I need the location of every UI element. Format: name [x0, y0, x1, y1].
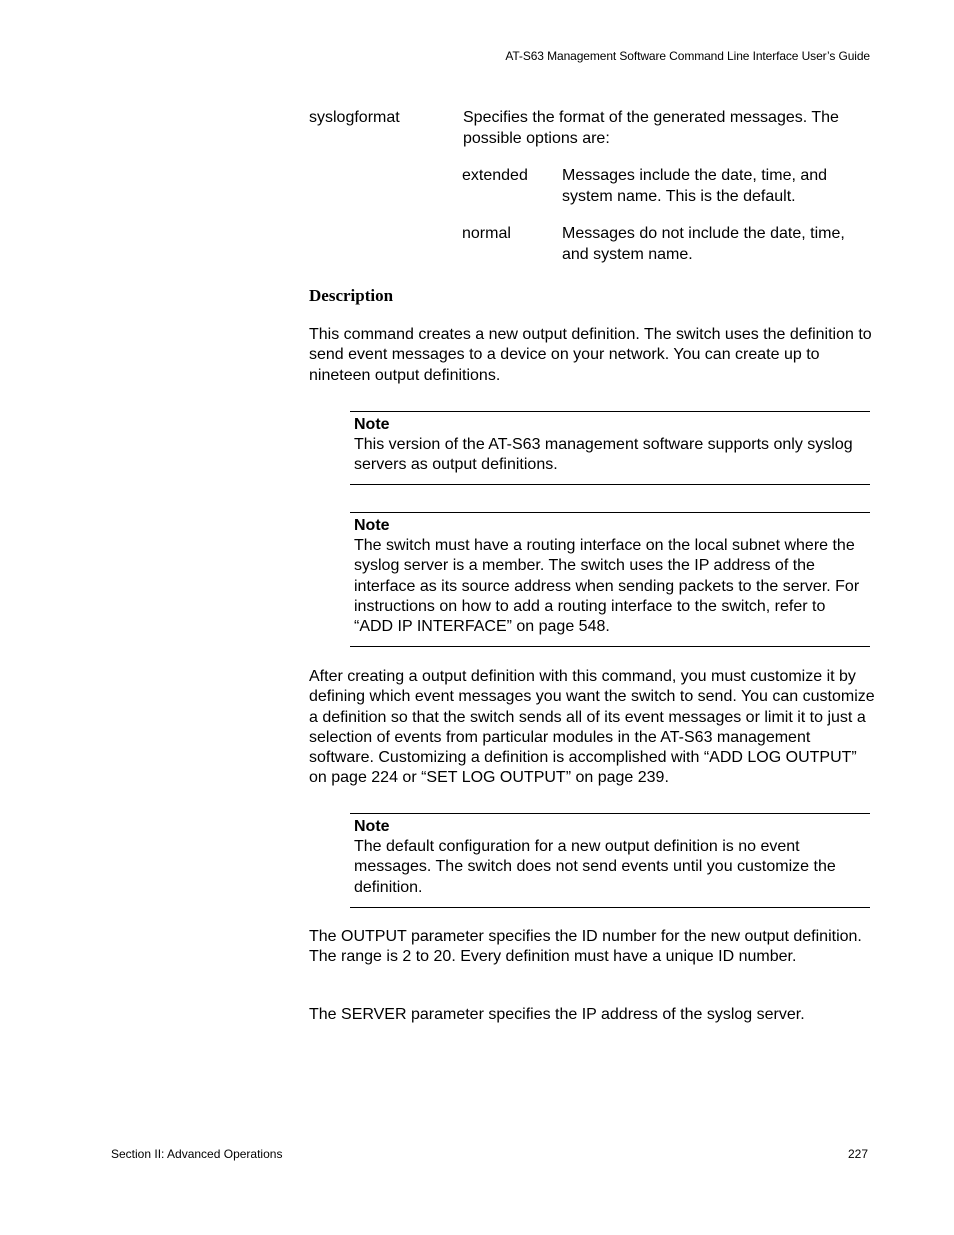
- footer-section: Section II: Advanced Operations: [111, 1147, 283, 1161]
- section-heading-description: Description: [309, 286, 394, 305]
- parameter-description: Specifies the format of the generated messages. The possible options are:: [463, 109, 839, 147]
- note-box-3: [350, 813, 870, 908]
- note-text: This version of the AT-S63 management software supports only syslog servers as output definitions.: [354, 436, 853, 474]
- note-text: The default configuration for a new output definition is no event messages. The switch does not send events until you customize the definition.: [354, 838, 836, 896]
- paragraph-server-parameter: The SERVER parameter specifies the IP address of the syslog server.: [309, 1006, 805, 1023]
- note-label: Note: [354, 818, 390, 835]
- note-text: The switch must have a routing interface on the local subnet where the syslog server is a member. The switch uses the IP address of the interface as its source address when sending packets to the server. For instructions on how to add a routing interface to the switch, refer to “ADD IP INTERFACE” on page 548.: [354, 537, 860, 636]
- option-name-extended: extended: [462, 167, 528, 184]
- paragraph-customize: After creating a output definition with this command, you must customize it by defining which event messages you want the switch to send. You can customize a definition so that the switch sends all of its event messages or limit it to just a selection of events from particular modules in the AT-S63 management software. Customizing a definition is accomplished with “ADD LOG OUTPUT” on page 224 or “SET LOG OUTPUT” on page 239.: [309, 668, 875, 787]
- note-box-1: [350, 411, 870, 485]
- option-description-normal: Messages do not include the date, time, and system name.: [562, 225, 845, 263]
- parameter-name: syslogformat: [309, 109, 400, 126]
- note-label: Note: [354, 517, 390, 534]
- paragraph-output-parameter: The OUTPUT parameter specifies the ID number for the new output definition. The range is 2 to 20. Every definition must have a unique ID number.: [309, 928, 862, 966]
- option-description-extended: Messages include the date, time, and system name. This is the default.: [562, 167, 828, 205]
- page-number: 227: [847, 1147, 868, 1161]
- note-box-2: [350, 512, 870, 647]
- paragraph-intro: This command creates a new output definition. The switch uses the definition to send event messages to a device on your network. You can create up to nineteen output definitions.: [309, 326, 872, 384]
- note-label: Note: [354, 416, 390, 433]
- option-name-normal: normal: [462, 225, 511, 242]
- running-header: AT-S63 Management Software Command Line Interface User’s Guide: [505, 49, 870, 63]
